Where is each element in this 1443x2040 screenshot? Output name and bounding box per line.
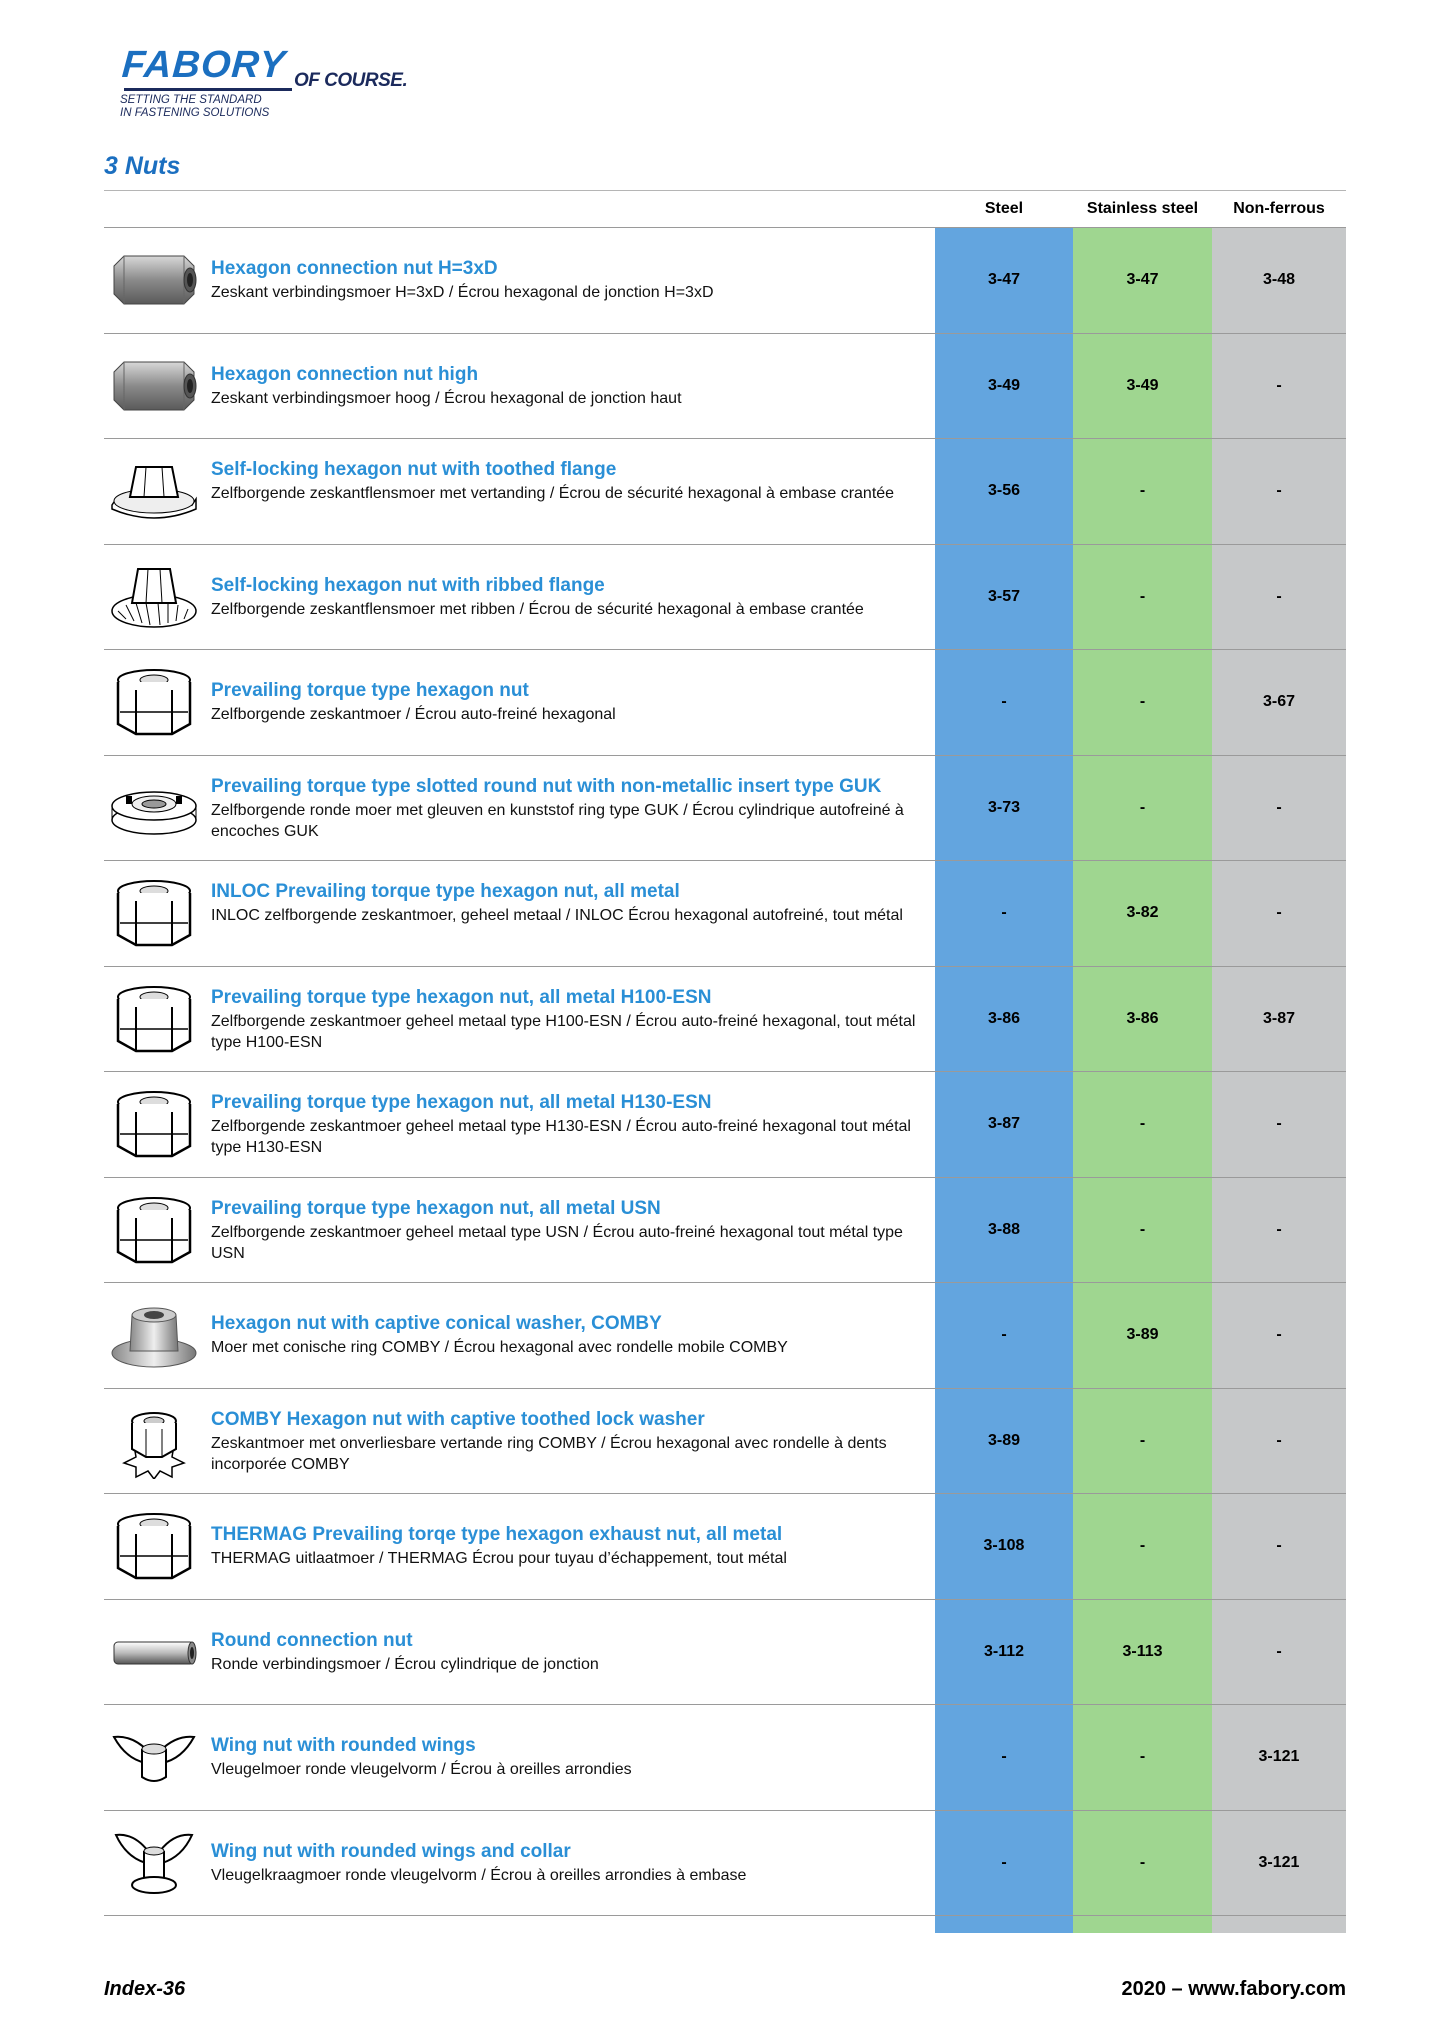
non-ferrous-page-ref[interactable]: 3-121 — [1258, 1853, 1300, 1871]
hex-nut-icon — [106, 1086, 202, 1162]
steel-page-ref[interactable]: - — [1001, 693, 1007, 710]
logo-brand: FABORY — [120, 44, 288, 86]
non-ferrous-page-ref[interactable]: 3-87 — [1262, 1009, 1296, 1027]
table-row — [104, 756, 1346, 862]
steel-page-ref[interactable]: - — [1001, 1326, 1007, 1343]
toothed-washer-nut-icon — [106, 1403, 202, 1479]
stainless-steel-page-ref[interactable]: - — [1139, 482, 1146, 499]
steel-page-ref[interactable]: 3-112 — [983, 1642, 1025, 1660]
product-text — [211, 1313, 931, 1358]
product-description: Zeskantmoer met onverliesbare vertande ring COMBY / Écrou hexagonal avec rondelle à dents incorporée COMBY — [211, 1434, 887, 1473]
product-name[interactable]: Hexagon connection nut H=3xD — [211, 258, 498, 279]
product-text — [211, 987, 931, 1053]
product-description: Zeskant verbindingsmoer H=3xD / Écrou hexagonal de jonction H=3xD — [211, 284, 714, 301]
product-text — [211, 1409, 931, 1475]
long-hex-nut-icon — [106, 348, 202, 424]
product-name[interactable]: COMBY Hexagon nut with captive toothed lock washer — [211, 1408, 705, 1430]
product-description: INLOC zelfborgende zeskantmoer, geheel metaal / INLOC Écrou hexagonal autofreiné, tout métal — [211, 907, 903, 924]
stainless-steel-page-ref[interactable]: 3-47 — [1126, 271, 1159, 288]
table-row — [104, 439, 1346, 545]
fabory-logo — [118, 44, 418, 124]
wing-nut-icon — [106, 1719, 202, 1795]
non-ferrous-page-ref[interactable]: - — [1276, 904, 1282, 921]
product-name[interactable]: Prevailing torque type hexagon nut, all metal USN — [211, 1197, 661, 1219]
slotted-round-nut-icon — [106, 770, 202, 846]
conical-washer-nut-icon — [106, 1297, 202, 1373]
product-name[interactable]: Prevailing torque type hexagon nut, all metal H100-ESN — [211, 986, 712, 1008]
product-table — [104, 228, 1346, 1916]
product-description: Zelfborgende zeskantmoer geheel metaal type USN / Écrou auto-freiné hexagonal tout métal type USN — [211, 1223, 903, 1262]
logo-tagline — [120, 94, 380, 120]
product-description: Moer met conische ring COMBY / Écrou hexagonal avec rondelle mobile COMBY — [211, 1339, 788, 1356]
stainless-steel-page-ref[interactable]: - — [1139, 1748, 1146, 1765]
steel-page-ref[interactable]: - — [1001, 1748, 1007, 1765]
product-name[interactable]: Prevailing torque type hexagon nut, all metal H130-ESN — [211, 1092, 712, 1113]
product-name[interactable]: Hexagon nut with captive conical washer, COMBY — [211, 1313, 662, 1334]
product-description: Zelfborgende zeskantmoer geheel metaal type H130-ESN / Écrou auto-freiné hexagonal tout métal type H130-ESN — [211, 1118, 911, 1156]
stainless-steel-page-ref[interactable]: 3-86 — [1126, 1009, 1159, 1027]
product-text — [211, 1092, 931, 1158]
logo-rule — [124, 88, 292, 91]
steel-page-ref[interactable]: 3-108 — [983, 1537, 1025, 1554]
steel-page-ref[interactable]: 3-47 — [987, 271, 1021, 288]
stainless-steel-page-ref[interactable]: 3-113 — [1122, 1642, 1163, 1660]
non-ferrous-page-ref[interactable]: - — [1276, 1220, 1282, 1238]
non-ferrous-page-ref[interactable]: 3-121 — [1258, 1748, 1300, 1765]
product-description: Zelfborgende zeskantflensmoer met vertanding / Écrou de sécurité hexagonal à embase crantée — [211, 485, 895, 502]
product-text — [211, 1841, 931, 1886]
product-description: Zelfborgende ronde moer met gleuven en kunststof ring type GUK / Écrou cylindrique autofreiné à encoches GUK — [211, 801, 904, 840]
product-description: Vleugelmoer ronde vleugelvorm / Écrou à oreilles arrondies — [211, 1761, 632, 1778]
product-name[interactable]: Prevailing torque type slotted round nut with non-metallic insert type GUK — [211, 775, 882, 797]
table-row — [104, 1494, 1346, 1600]
non-ferrous-page-ref[interactable]: - — [1276, 1537, 1282, 1554]
stainless-steel-page-ref[interactable]: 3-82 — [1126, 904, 1159, 921]
table-row — [104, 650, 1346, 756]
product-text — [211, 1735, 931, 1780]
ribbed-flange-nut-icon — [106, 559, 202, 635]
stainless-steel-page-ref[interactable]: - — [1139, 1431, 1146, 1449]
steel-page-ref[interactable]: 3-89 — [987, 1431, 1021, 1449]
product-name[interactable]: Wing nut with rounded wings — [211, 1735, 476, 1756]
non-ferrous-page-ref[interactable]: - — [1276, 482, 1282, 499]
product-text — [211, 364, 931, 409]
non-ferrous-page-ref[interactable]: - — [1276, 587, 1282, 605]
non-ferrous-page-ref[interactable]: - — [1276, 798, 1282, 816]
product-description: Zelfborgende zeskantflensmoer met ribben / Écrou de sécurité hexagonal à embase crantée — [211, 600, 864, 618]
table-row — [104, 334, 1346, 440]
stainless-steel-page-ref[interactable]: - — [1139, 798, 1146, 816]
logo-tagline-line-1: SETTING THE STANDARD — [120, 94, 262, 106]
long-hex-nut-icon — [106, 242, 202, 318]
steel-page-ref[interactable]: 3-73 — [987, 798, 1021, 816]
stainless-steel-page-ref[interactable]: 3-89 — [1126, 1326, 1159, 1343]
product-name[interactable]: INLOC Prevailing torque type hexagon nut, all metal — [211, 881, 680, 902]
section-title: 3 Nuts — [104, 152, 181, 180]
non-ferrous-page-ref[interactable]: - — [1276, 1431, 1282, 1449]
table-row — [104, 1283, 1346, 1389]
steel-page-ref[interactable]: - — [1001, 904, 1007, 921]
product-description: Vleugelkraagmoer ronde vleugelvorm / Écrou à oreilles arrondies à embase — [211, 1866, 747, 1884]
product-name[interactable]: Self-locking hexagon nut with toothed flange — [211, 459, 617, 480]
stainless-steel-page-ref[interactable]: 3-49 — [1126, 376, 1159, 394]
table-row — [104, 1811, 1346, 1917]
product-text — [211, 258, 931, 303]
product-name[interactable]: Round connection nut — [211, 1629, 413, 1651]
product-description: Ronde verbindingsmoer / Écrou cylindrique de jonction — [211, 1655, 599, 1673]
steel-page-ref[interactable]: 3-49 — [987, 376, 1021, 394]
non-ferrous-page-ref[interactable]: - — [1276, 1642, 1282, 1660]
product-name[interactable]: Prevailing torque type hexagon nut — [211, 680, 529, 701]
steel-page-ref[interactable]: 3-57 — [987, 587, 1021, 605]
table-row — [104, 967, 1346, 1073]
stainless-steel-page-ref[interactable]: - — [1139, 1853, 1146, 1871]
table-row — [104, 1600, 1346, 1706]
product-text — [211, 680, 931, 725]
column-header-stainless-steel: Stainless steel — [1086, 200, 1199, 217]
product-description: Zeskant verbindingsmoer hoog / Écrou hexagonal de jonction haut — [211, 389, 682, 407]
product-text — [211, 881, 931, 926]
table-row — [104, 861, 1346, 967]
product-name[interactable]: Hexagon connection nut high — [211, 363, 479, 385]
non-ferrous-page-ref[interactable]: - — [1276, 1326, 1282, 1343]
non-ferrous-page-ref[interactable]: - — [1276, 376, 1282, 394]
table-row — [104, 228, 1346, 334]
hex-nut-icon — [106, 981, 202, 1057]
table-row — [104, 1178, 1346, 1284]
table-row — [104, 1389, 1346, 1495]
non-ferrous-page-ref[interactable]: - — [1276, 1115, 1282, 1132]
product-text — [211, 1198, 931, 1264]
table-row — [104, 1705, 1346, 1811]
product-text — [211, 1630, 931, 1675]
steel-page-ref[interactable]: - — [1001, 1853, 1007, 1871]
non-ferrous-page-ref[interactable]: 3-67 — [1262, 693, 1296, 710]
hex-nut-icon — [106, 875, 202, 951]
steel-page-ref[interactable]: 3-86 — [987, 1009, 1021, 1027]
product-text — [211, 776, 931, 842]
wing-nut-collar-icon — [106, 1825, 202, 1901]
steel-page-ref[interactable]: 3-56 — [987, 482, 1021, 499]
logo-slogan: OF COURSE. — [294, 70, 408, 91]
stainless-steel-page-ref[interactable]: - — [1139, 693, 1146, 710]
product-description: THERMAG uitlaatmoer / THERMAG Écrou pour tuyau d’échappement, tout métal — [211, 1550, 787, 1567]
product-text — [211, 1524, 931, 1569]
hex-nut-icon — [106, 1508, 202, 1584]
steel-page-ref[interactable]: 3-88 — [987, 1220, 1021, 1238]
hex-nut-icon — [106, 1192, 202, 1268]
title-divider — [104, 190, 1346, 191]
toothed-flange-nut-icon — [106, 453, 202, 529]
product-description: Zelfborgende zeskantmoer / Écrou auto-freiné hexagonal — [211, 706, 616, 723]
non-ferrous-page-ref[interactable]: 3-48 — [1262, 271, 1296, 288]
product-text — [211, 575, 931, 620]
column-header-non-ferrous: Non-ferrous — [1233, 200, 1325, 217]
product-description: Zelfborgende zeskantmoer geheel metaal type H100-ESN / Écrou auto-freiné hexagonal, tout métal type H100-ESN — [211, 1012, 916, 1051]
product-name[interactable]: THERMAG Prevailing torqe type hexagon exhaust nut, all metal — [211, 1524, 783, 1545]
hex-nut-icon — [106, 664, 202, 740]
stainless-steel-page-ref[interactable]: - — [1139, 1115, 1146, 1132]
table-row — [104, 1072, 1346, 1178]
product-name[interactable]: Wing nut with rounded wings and collar — [211, 1840, 571, 1862]
product-text — [211, 459, 931, 504]
stainless-steel-page-ref[interactable]: - — [1139, 587, 1146, 605]
footer-website: 2020 – www.fabory.com — [1121, 1978, 1346, 2000]
product-name[interactable]: Self-locking hexagon nut with ribbed flange — [211, 574, 605, 596]
round-connection-nut-icon — [106, 1614, 202, 1690]
page-number: Index-36 — [104, 1978, 186, 2000]
steel-page-ref[interactable]: 3-87 — [987, 1115, 1021, 1132]
table-row — [104, 545, 1346, 651]
stainless-steel-page-ref[interactable]: - — [1139, 1537, 1146, 1554]
column-header-steel: Steel — [984, 200, 1024, 217]
stainless-steel-page-ref[interactable]: - — [1139, 1220, 1146, 1238]
logo-tagline-line-2: IN FASTENING SOLUTIONS — [120, 107, 270, 119]
